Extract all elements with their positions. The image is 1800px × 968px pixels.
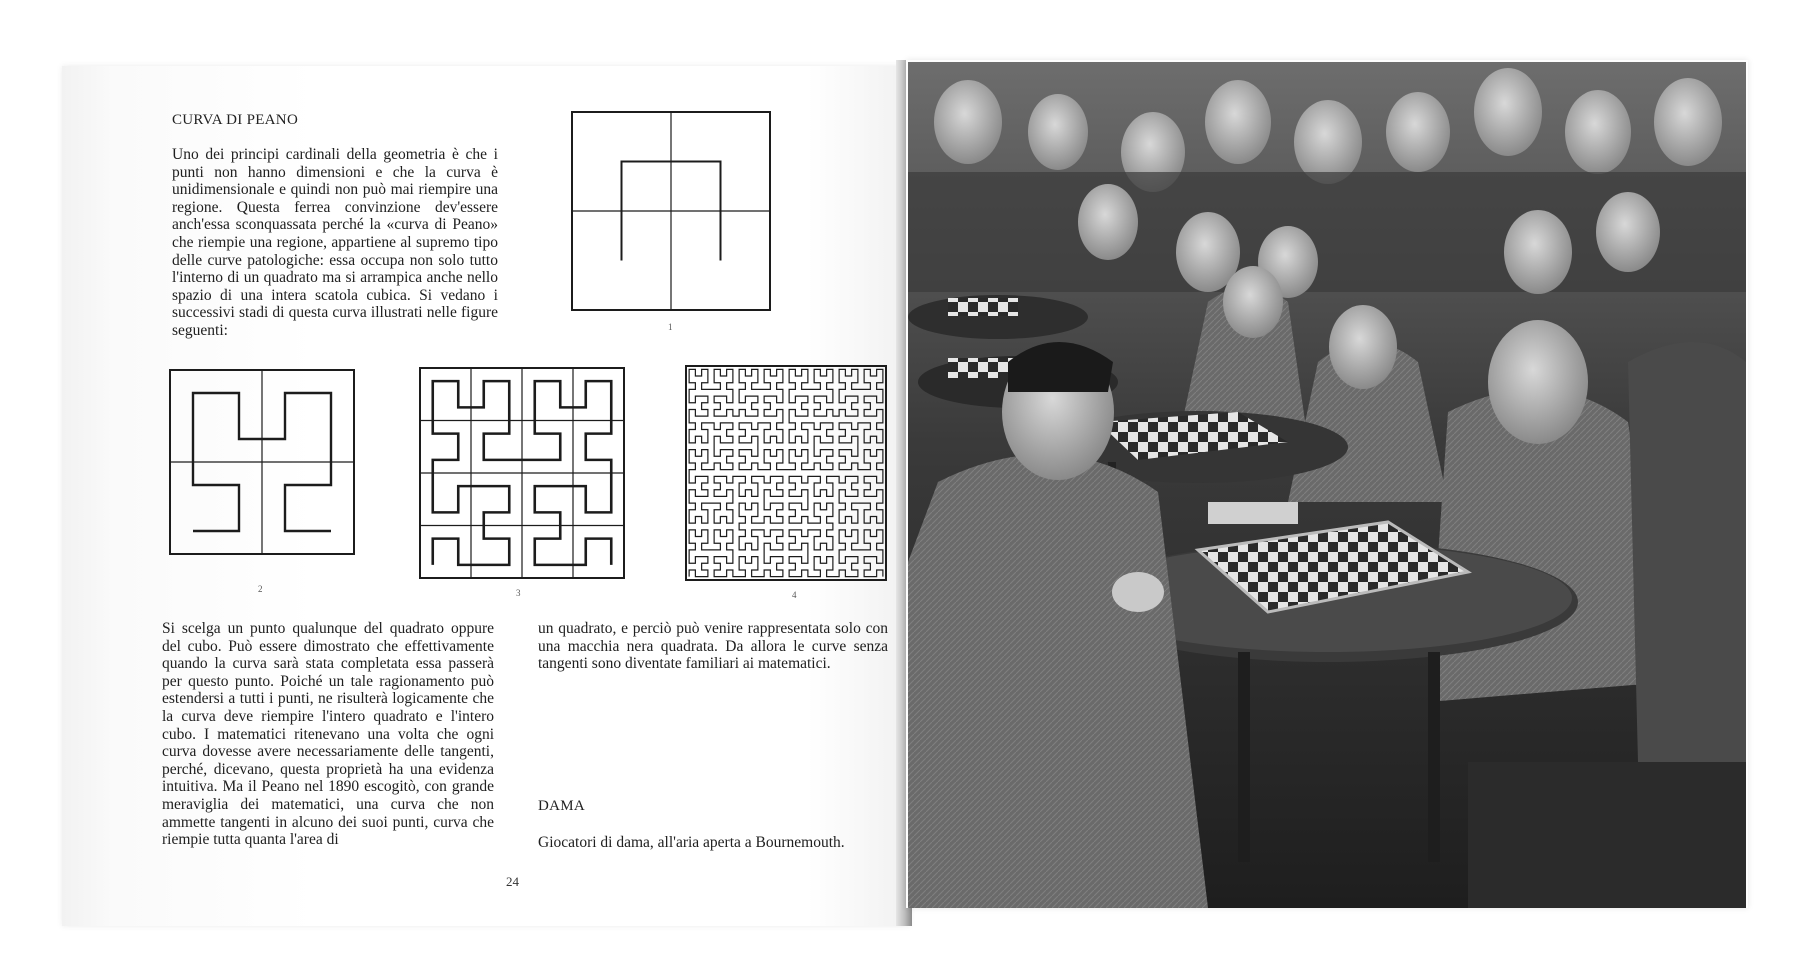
section-heading: CURVA DI PEANO	[172, 112, 299, 128]
peano-curve-level-2	[166, 366, 358, 558]
figure-number-2: 2	[258, 584, 263, 594]
foreground-chair	[1468, 762, 1746, 908]
column2-paragraph: un quadrato, e perciò può venire rappresentata solo con una macchia nera quadrata. Da allora le curve senza tangenti sono diventate familiari ai matematici.	[538, 620, 888, 673]
column1-paragraph: Si scelga un punto qualunque del quadrato oppure del cubo. Può essere dimostrato che effettivamente quando la curva sarà stata completata essa passerà per questo punto. Poiché un tale ragionamento può estendersi a tutti i punti, ne risulterà logicamente che la curva deve riempire l'intero quadrato e l'intero cubo. I matematici ritenevano una volta che ogni curva dovesse avere necessariamente delle tangenti, perché, dicevano, questa proprietà ha una evidenza intuitiva. Ma il Peano nel 1890 escogitò, con grande meraviglia dei matematici, una curva che non ammette tangenti in alcuno dei suoi punti, curva che riempie tutta quanta l'area di	[162, 620, 494, 849]
peano-figure-1	[568, 108, 774, 314]
intro-paragraph: Uno dei principi cardinali della geometria è che i punti non hanno dimensioni e che la curva è unidimensionale e quindi non può mai riempire una regione. Questa ferrea convinzione dev'essere anch'essa sconquassata perché la «curva di Peano» che riempie una regione, appartiene al supremo tipo delle curve patologiche: essa occupa non solo tutto l'interno di un quadrato ma si arrampica anche nello spazio di una intera scatola cubica. Si vedano i successivi stadi di questa curva illustrati nelle figure seguenti:	[172, 146, 498, 339]
figure-number-1: 1	[668, 322, 673, 332]
dama-heading: DAMA	[538, 798, 586, 814]
photo-caption: Giocatori di dama, all'aria aperta a Bournemouth.	[538, 834, 845, 851]
figure-number-3: 3	[516, 588, 521, 598]
figure-number-4: 4	[792, 590, 797, 600]
peano-figure-4	[682, 362, 890, 584]
peano-curve-path	[689, 369, 883, 576]
page-number: 24	[506, 874, 519, 889]
peano-figure-3	[416, 364, 628, 582]
photo-illustration	[908, 62, 1746, 908]
peano-curve-level-5	[682, 362, 890, 584]
peano-figure-2	[166, 366, 358, 558]
curve-frame	[686, 366, 886, 580]
peano-curve-level-3	[416, 364, 628, 582]
peano-curve-level-1	[568, 108, 774, 314]
checkers-players-photo	[908, 62, 1746, 908]
